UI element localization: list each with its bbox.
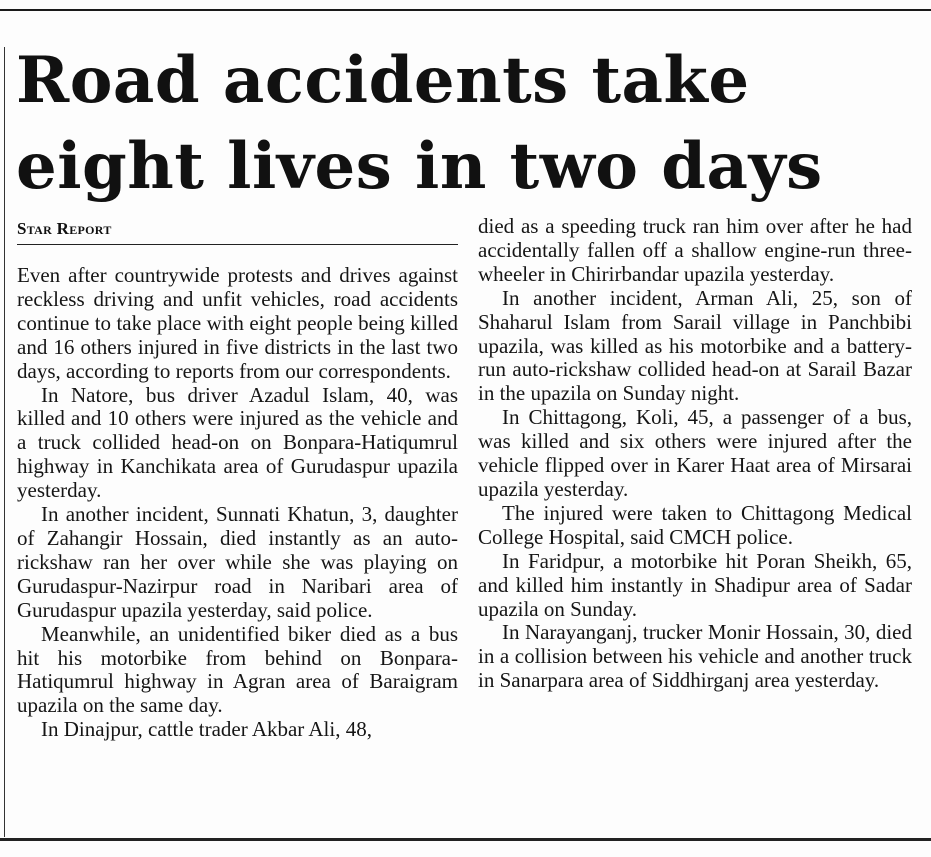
paragraph: In another incident, Arman Ali, 25, son of Shaharul Islam from Sarail village in Panchbibi upazila, was killed as his motorbike and a battery-run auto-rickshaw collided head-on at Sarail Bazar in the upazila on Sunday night.: [478, 285, 912, 406]
paragraph: In Chittagong, Koli, 45, a passenger of a bus, was killed and six others were injured after the vehicle flipped over in Karer Haat area of Mirsarai upazila yesterday.: [478, 405, 912, 501]
article-column-right: [478, 215, 912, 693]
headline: Road accidents take eight lives in two days: [16, 43, 823, 204]
bottom-rule: [0, 838, 931, 841]
paragraph: died as a speeding truck ran him over after he had accidentally fallen off a shallow engine-run three-wheeler in Chirirbandar upazila yesterday.: [478, 214, 912, 286]
article-column-left: [17, 264, 458, 742]
paragraph: In Dinajpur, cattle trader Akbar Ali, 48,: [41, 717, 372, 742]
paragraph: Meanwhile, an unidentified biker died as a bus hit his motorbike from behind on Bonpara-Hatiqumrul highway in Agran area of Baraigram upazila on the same day.: [17, 621, 458, 718]
left-rule: [4, 47, 5, 837]
paragraph: Even after countrywide protests and drives against reckless driving and unfit vehicles, road accidents continue to take place with eight people being killed and 16 others injured in five districts in the last two days, according to reports from our correspondents.: [17, 263, 458, 383]
paragraph: The injured were taken to Chittagong Medical College Hospital, said CMCH police.: [478, 500, 912, 549]
paragraph: In another incident, Sunnati Khatun, 3, daughter of Zahangir Hossain, died instantly as an auto-rickshaw ran her over while she was playing on Gurudaspur-Nazirpur road in Naribari area of Gurudaspur upazila yesterday, said police.: [17, 502, 458, 622]
byline: Star Report: [17, 219, 458, 245]
top-rule: [0, 9, 931, 11]
paragraph: In Natore, bus driver Azadul Islam, 40, was killed and 10 others were injured as the vehicle and a truck collided head-on on Bonpara-Hatiqumrul highway in Kanchikata area of Gurudaspur upazila yesterday.: [17, 382, 458, 503]
paragraph: In Faridpur, a motorbike hit Poran Sheikh, 65, and killed him instantly in Shadipur area of Sadar upazila on Sunday.: [478, 548, 912, 621]
paragraph: In Narayanganj, trucker Monir Hossain, 30, died in a collision between his vehicle and another truck in Sanarpara area of Siddhirganj area yesterday.: [478, 620, 912, 693]
